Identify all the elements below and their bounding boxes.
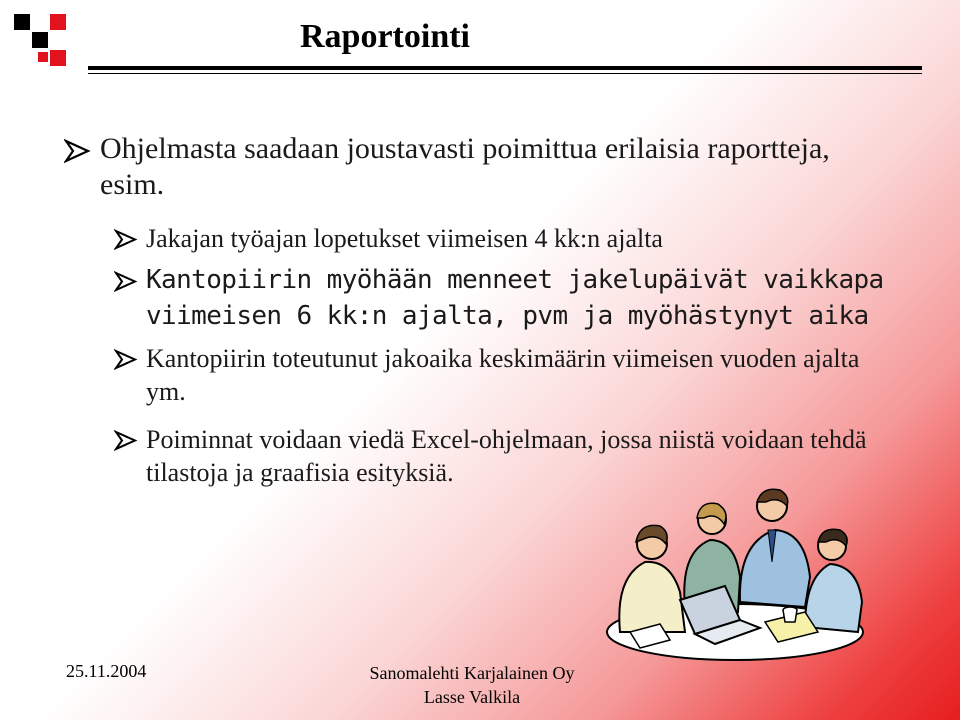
footer-author: Lasse Valkila bbox=[423, 687, 521, 707]
arrow-bullet-icon bbox=[114, 349, 138, 370]
company-logo-icon bbox=[12, 12, 74, 74]
bullet-item-4: Poiminnat voidaan viedä Excel-ohjelmaan, jossa niistä voidaan tehdä tilastoja ja graafisia esityksiä. bbox=[146, 425, 867, 487]
bullet-item-3: Kantopiirin toteutunut jakoaika keskimäärin viimeisen vuoden ajalta ym. bbox=[146, 344, 860, 406]
arrow-bullet-icon bbox=[114, 229, 138, 250]
page-title: Raportointi bbox=[300, 18, 470, 55]
footer-company-block bbox=[362, 661, 582, 709]
bullet-item-2-cont: viimeisen 6 kk:n ajalta, pvm ja myöhästynyt aika bbox=[146, 301, 869, 331]
title-rule-thick bbox=[88, 66, 922, 70]
bullet-item-2: Kantopiirin myöhään menneet jakelupäivät vaikkapa bbox=[146, 265, 884, 295]
bullet-item-1: Jakajan työajan lopetukset viimeisen 4 kk:n ajalta bbox=[146, 224, 663, 253]
intro-text: Ohjelmasta saadaan joustavasti poimittua erilaisia raportteja, esim. bbox=[100, 132, 830, 201]
bullet-intro bbox=[64, 131, 884, 203]
team-meeting-illustration bbox=[600, 482, 870, 662]
footer-date: 25.11.2004 bbox=[66, 661, 147, 681]
footer-company: Sanomalehti Karjalainen Oy bbox=[369, 663, 575, 683]
arrow-bullet-icon bbox=[114, 430, 138, 451]
title-rule-thin bbox=[88, 73, 922, 74]
arrow-bullet-icon bbox=[114, 271, 138, 292]
